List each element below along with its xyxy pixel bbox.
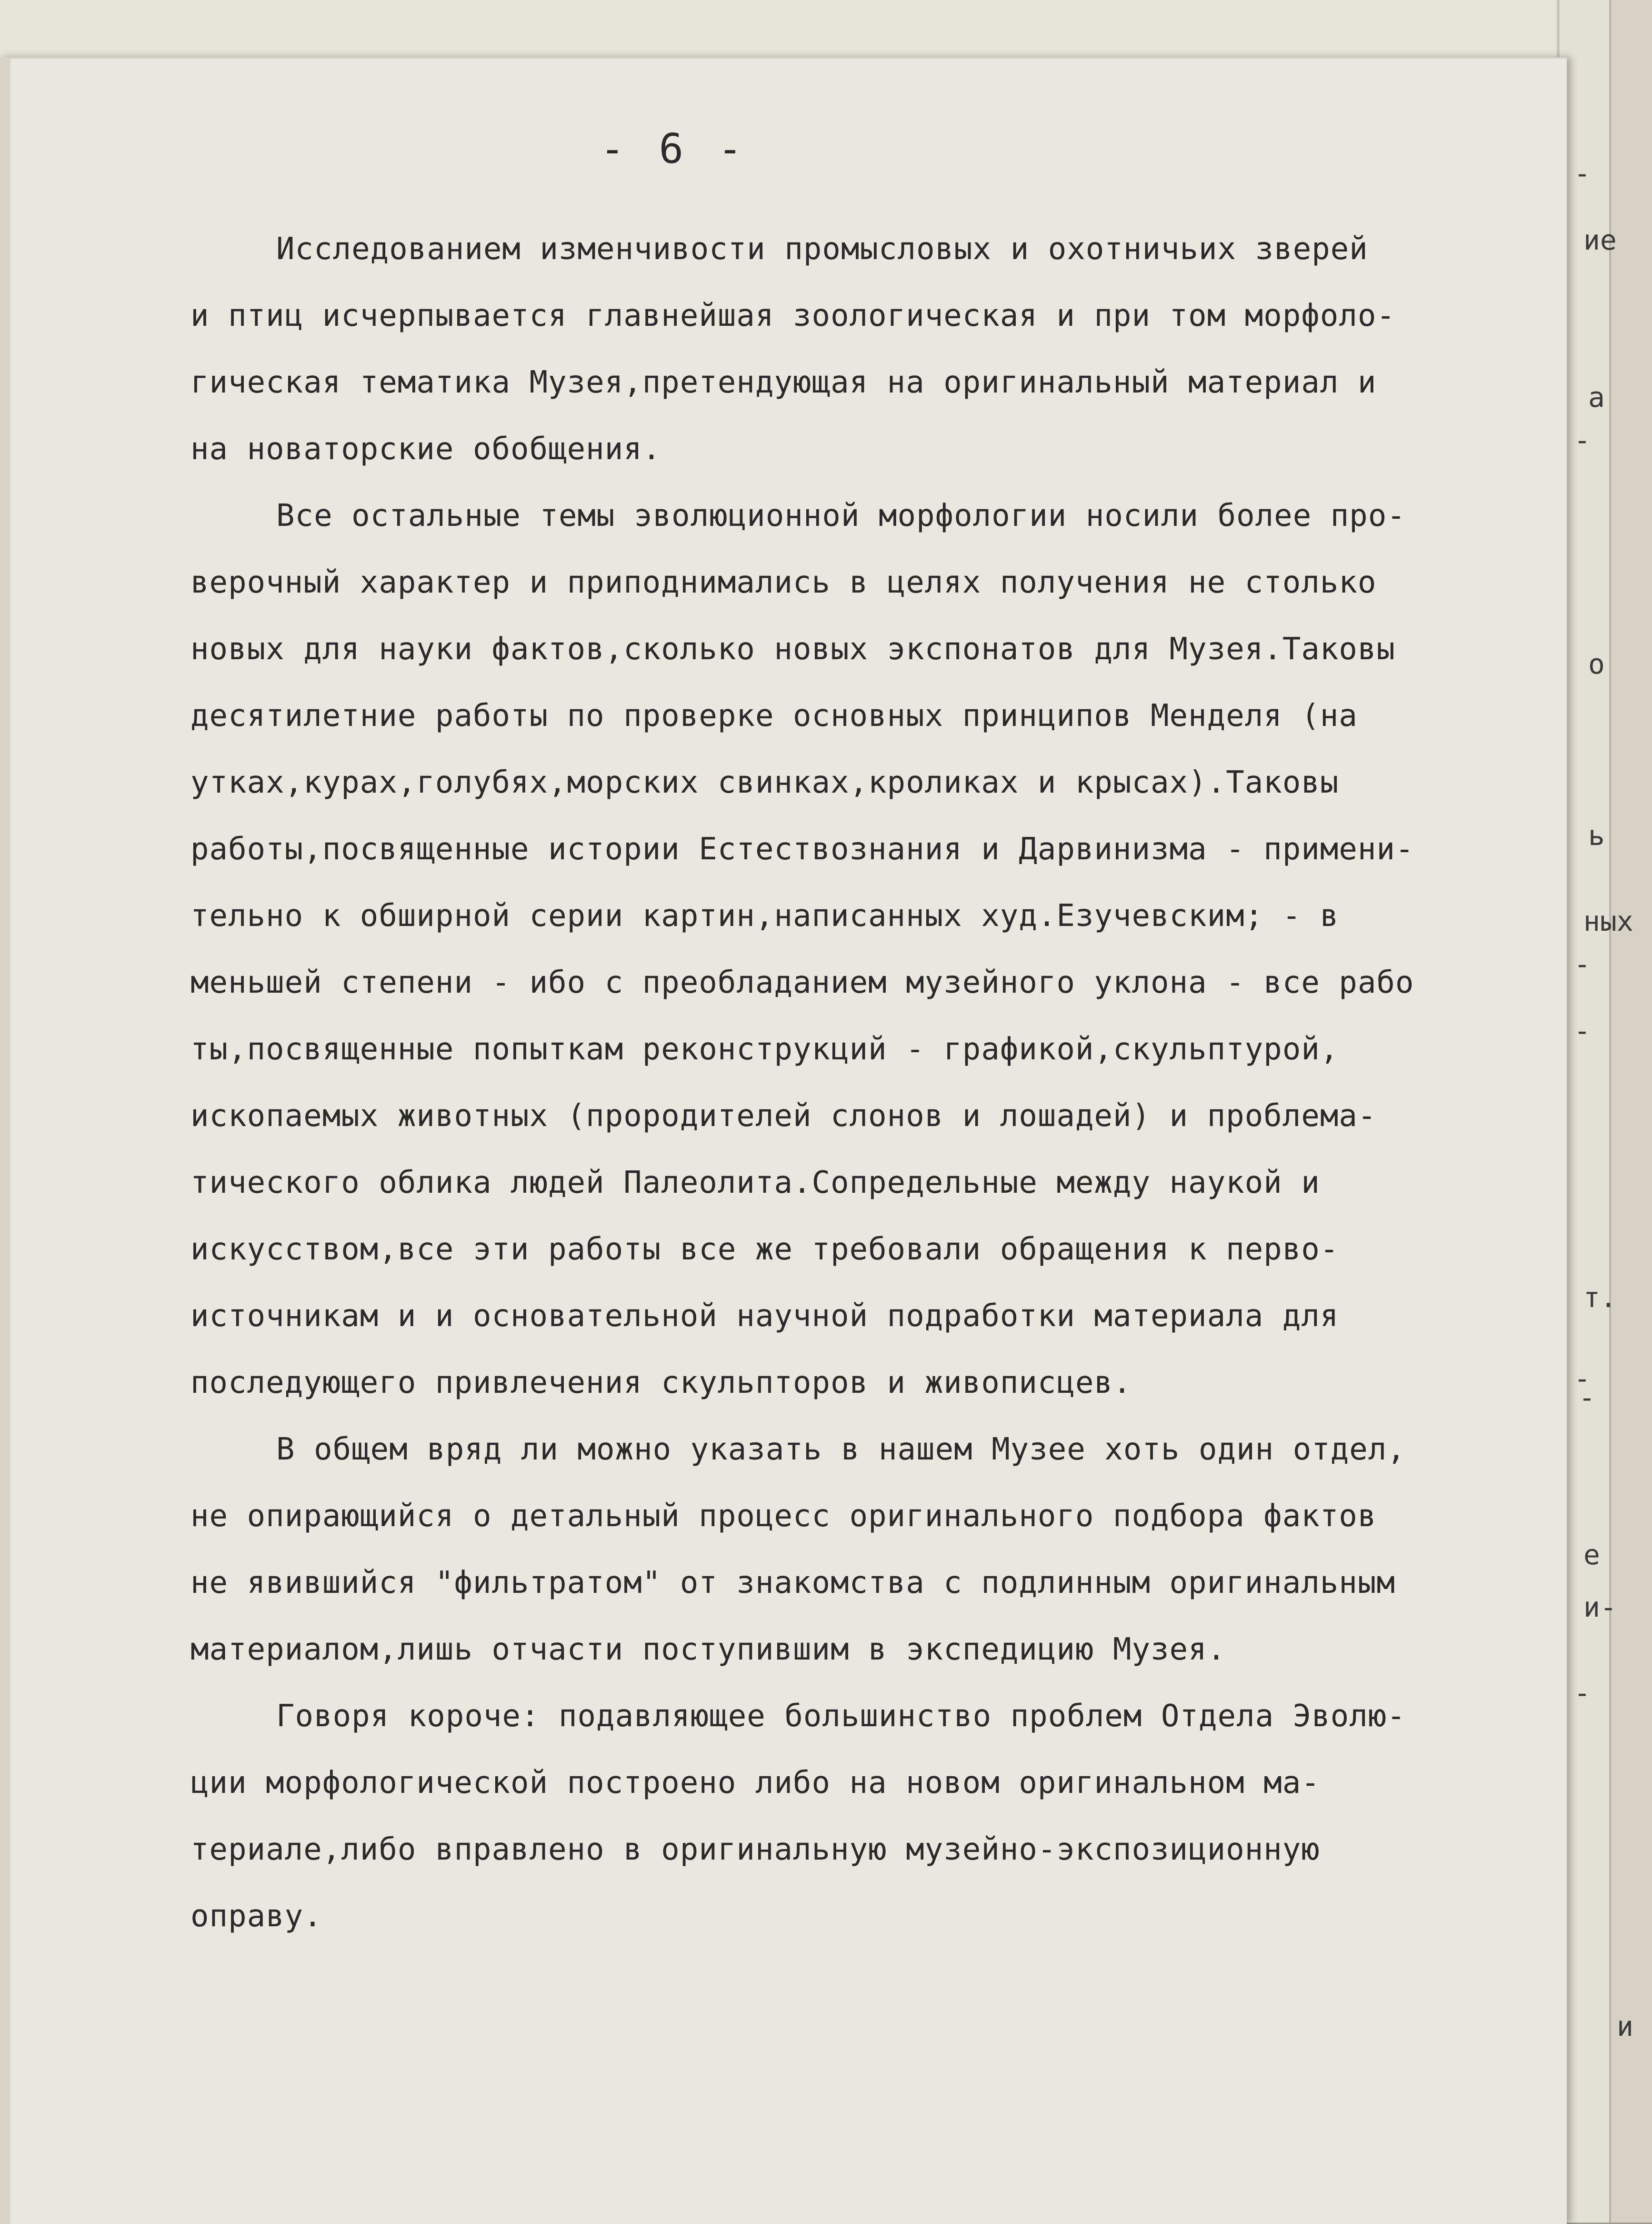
margin-fragment: -: [1574, 1677, 1591, 1709]
text-line: Все остальные темы эволюционной морфологии носили более про-: [276, 498, 1406, 533]
margin-fragment: -: [1574, 1015, 1591, 1047]
text-line: на новаторские обобщения.: [190, 432, 661, 467]
text-line: оправу.: [190, 1899, 322, 1934]
right-margin-fragments: [1574, 0, 1652, 2223]
underlying-sheet-top: [0, 0, 1572, 62]
text-line: ископаемых животных (прородителей слонов и лошадей) и проблема-: [190, 1098, 1377, 1134]
document-body: [190, 216, 1533, 1950]
document-page: [0, 57, 1567, 2224]
text-line: тического облика людей Палеолита.Сопредельные между наукой и: [190, 1165, 1320, 1200]
text-line: искусством,все эти работы все же требовали обращения к перво-: [190, 1232, 1339, 1267]
margin-fragment: ь: [1588, 819, 1605, 852]
paragraph-1: [190, 216, 1533, 483]
text-line: последующего привлечения скульпторов и живописцев.: [190, 1365, 1132, 1400]
page-number: - 6 -: [600, 125, 747, 173]
margin-fragment: и-: [1583, 1591, 1617, 1623]
text-line: ции морфологической построено либо на новом оригинальном ма-: [190, 1765, 1320, 1801]
text-line: не явившийся "фильтратом" от знакомства с подлинным оригинальным: [190, 1565, 1395, 1600]
margin-fragment: -: [1574, 1362, 1591, 1395]
margin-fragment: ных: [1583, 905, 1633, 937]
text-line: утках,курах,голубях,морских свинках,кроликах и крысах).Таковы: [190, 765, 1339, 800]
paragraph-3: [190, 1416, 1533, 1683]
text-line: новых для науки фактов,сколько новых экспонатов для Музея.Таковы: [190, 632, 1395, 667]
text-line: источникам и и основательной научной подработки материала для: [190, 1298, 1339, 1334]
paragraph-2: [190, 483, 1533, 1416]
text-line: В общем вряд ли можно указать в нашем Музее хоть один отдел,: [276, 1432, 1406, 1467]
text-line: работы,посвященные истории Естествознания и Дарвинизма - примени-: [190, 832, 1414, 867]
margin-fragment: и: [1617, 2010, 1633, 2043]
margin-fragment: ие: [1583, 224, 1617, 256]
text-line: не опирающийся о детальный процесс оригинального подбора фактов: [190, 1499, 1377, 1534]
text-line: и птиц исчерпывается главнейшая зоологическая и при том морфоло-: [190, 298, 1395, 333]
text-line: гическая тематика Музея,претендующая на оригинальный материал и: [190, 365, 1377, 400]
margin-fragment: -: [1574, 157, 1591, 190]
text-line: верочный характер и приподнимались в целях получения не столько: [190, 565, 1377, 600]
text-line: Говоря короче: подавляющее большинство проблем Отдела Эволю-: [276, 1699, 1406, 1734]
text-line: меньшей степени - ибо с преобладанием музейного уклона - все рабо: [190, 965, 1414, 1000]
margin-fragment: е: [1583, 1539, 1600, 1571]
margin-fragment: -: [1574, 424, 1591, 456]
page-left-edge: [0, 59, 10, 2224]
margin-fragment: -: [1574, 948, 1591, 980]
text-line: териале,либо вправлено в оригинальную музейно-экспозиционную: [190, 1832, 1320, 1867]
text-line: Исследованием изменчивости промысловых и охотничьих зверей: [276, 231, 1368, 267]
text-line: материалом,лишь отчасти поступившим в экспедицию Музея.: [190, 1632, 1226, 1667]
paragraph-4: [190, 1683, 1533, 1950]
text-line: десятилетние работы по проверке основных принципов Менделя (на: [190, 698, 1358, 734]
text-line: ты,посвященные попыткам реконструкций - графикой,скульптурой,: [190, 1032, 1339, 1067]
margin-fragment: т.: [1583, 1281, 1617, 1314]
margin-fragment: -: [1579, 1381, 1595, 1414]
margin-fragment: о: [1588, 648, 1605, 680]
margin-fragment: а: [1588, 381, 1605, 413]
text-line: тельно к обширной серии картин,написанных худ.Езучевским; - в: [190, 898, 1339, 934]
